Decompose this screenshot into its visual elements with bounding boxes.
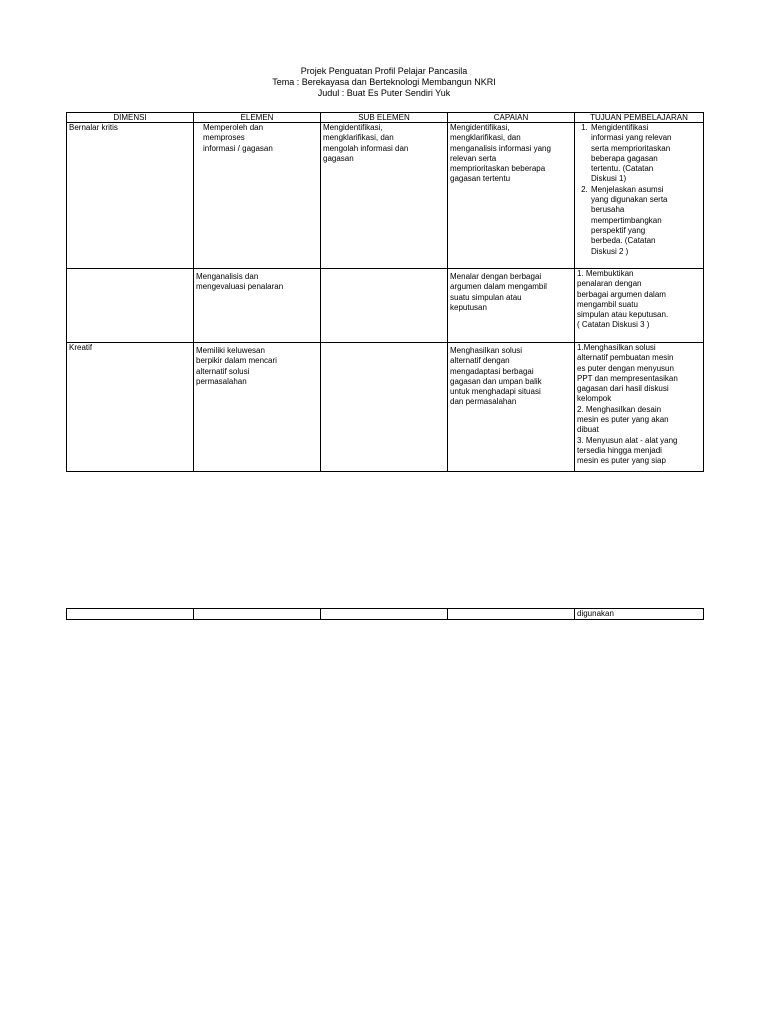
column-header-capaian: CAPAIAN xyxy=(448,113,575,123)
cell-sub-elemen xyxy=(321,123,448,269)
cell-dimensi xyxy=(67,269,194,343)
header-line-3: Judul : Buat Es Puter Sendiri Yuk xyxy=(317,88,451,98)
cell-capaian xyxy=(448,123,575,269)
column-header-sub-elemen: SUB ELEMEN xyxy=(321,113,448,123)
cell-elemen-text: Memperoleh dan memproses informasi / gagasan xyxy=(203,123,273,153)
header-line-1: Projek Penguatan Profil Pelajar Pancasila xyxy=(300,66,468,76)
cell-sub-elemen xyxy=(321,343,448,472)
cell-elemen xyxy=(194,343,321,472)
column-header-elemen: ELEMEN xyxy=(194,113,321,123)
learning-objectives-table xyxy=(66,112,704,472)
cell-dimensi: Bernalar kritis xyxy=(67,123,194,269)
cell-capaian xyxy=(448,609,575,620)
header-line-2: Tema : Berekayasa dan Berteknologi Membangun NKRI xyxy=(272,77,496,87)
cell-elemen xyxy=(194,123,321,269)
cell-tujuan xyxy=(575,269,704,343)
table-header-row xyxy=(67,113,704,123)
cell-elemen-text: Memiliki keluwesan berpikir dalam mencari alternatif solusi permasalahan xyxy=(196,346,277,386)
cell-elemen-text: Menganalisis dan mengevaluasi penalaran xyxy=(196,272,284,292)
cell-capaian-text: Menghasilkan solusi alternatif dengan mengadaptasi berbagai gagasan dan umpan balik untuk menghadapi situasi dan permasalahan xyxy=(450,346,542,407)
document-header xyxy=(0,66,768,99)
cell-elemen xyxy=(194,269,321,343)
cell-capaian xyxy=(448,269,575,343)
tujuan-list xyxy=(577,123,701,257)
cell-dimensi: Kreatif xyxy=(67,343,194,472)
table-row xyxy=(67,343,704,472)
column-header-tujuan: TUJUAN PEMBELAJARAN xyxy=(575,113,704,123)
cell-sub-elemen xyxy=(321,269,448,343)
cell-elemen xyxy=(194,609,321,620)
cell-capaian-text: Mengidentifikasi, mengklarifikasi, dan menganalisis informasi yang relevan serta memprioritaskan beberapa gagasan tertentu xyxy=(450,123,551,184)
cell-tujuan-text: 1. Membuktikan penalaran dengan berbagai argumen dalam mengambil suatu simpulan atau keputusan. ( Catatan Diskusi 3 ) xyxy=(577,269,669,330)
cell-tujuan: digunakan xyxy=(575,609,704,620)
table-row xyxy=(67,609,704,620)
continuation-table xyxy=(66,608,704,620)
cell-capaian xyxy=(448,343,575,472)
cell-tujuan xyxy=(575,343,704,472)
cell-dimensi xyxy=(67,609,194,620)
table-row xyxy=(67,269,704,343)
table-row xyxy=(67,123,704,269)
cell-tujuan xyxy=(575,123,704,269)
list-item: 1. Mengidentifikasi informasi yang relevan serta memprioritaskan beberapa gagasan tertentu. (Catatan Diskusi 1) xyxy=(590,123,701,185)
cell-sub-elemen xyxy=(321,609,448,620)
cell-capaian-text: Menalar dengan berbagai argumen dalam mengambil suatu simpulan atau keputusan xyxy=(450,272,547,312)
column-header-dimensi: DIMENSI xyxy=(67,113,194,123)
list-item: 2. Menjelaskan asumsi yang digunakan serta berusaha mempertimbangkan perspektif yang berbeda. (Catatan Diskusi 2 ) xyxy=(590,185,701,257)
cell-tujuan-text: 1.Menghasilkan solusi alternatif pembuatan mesin es puter dengan menyusun PPT dan mempresentasikan gagasan dari hasil diskusi kelompok 2. Menghasilkan desain mesin es puter yang akan dibuat 3. Menyusun alat - alat yang tersedia hingga menjadi mesin es puter yang siap xyxy=(577,343,678,466)
cell-sub-elemen-text: Mengidentifikasi, mengklarifikasi, dan mengolah informasi dan gagasan xyxy=(323,123,409,163)
